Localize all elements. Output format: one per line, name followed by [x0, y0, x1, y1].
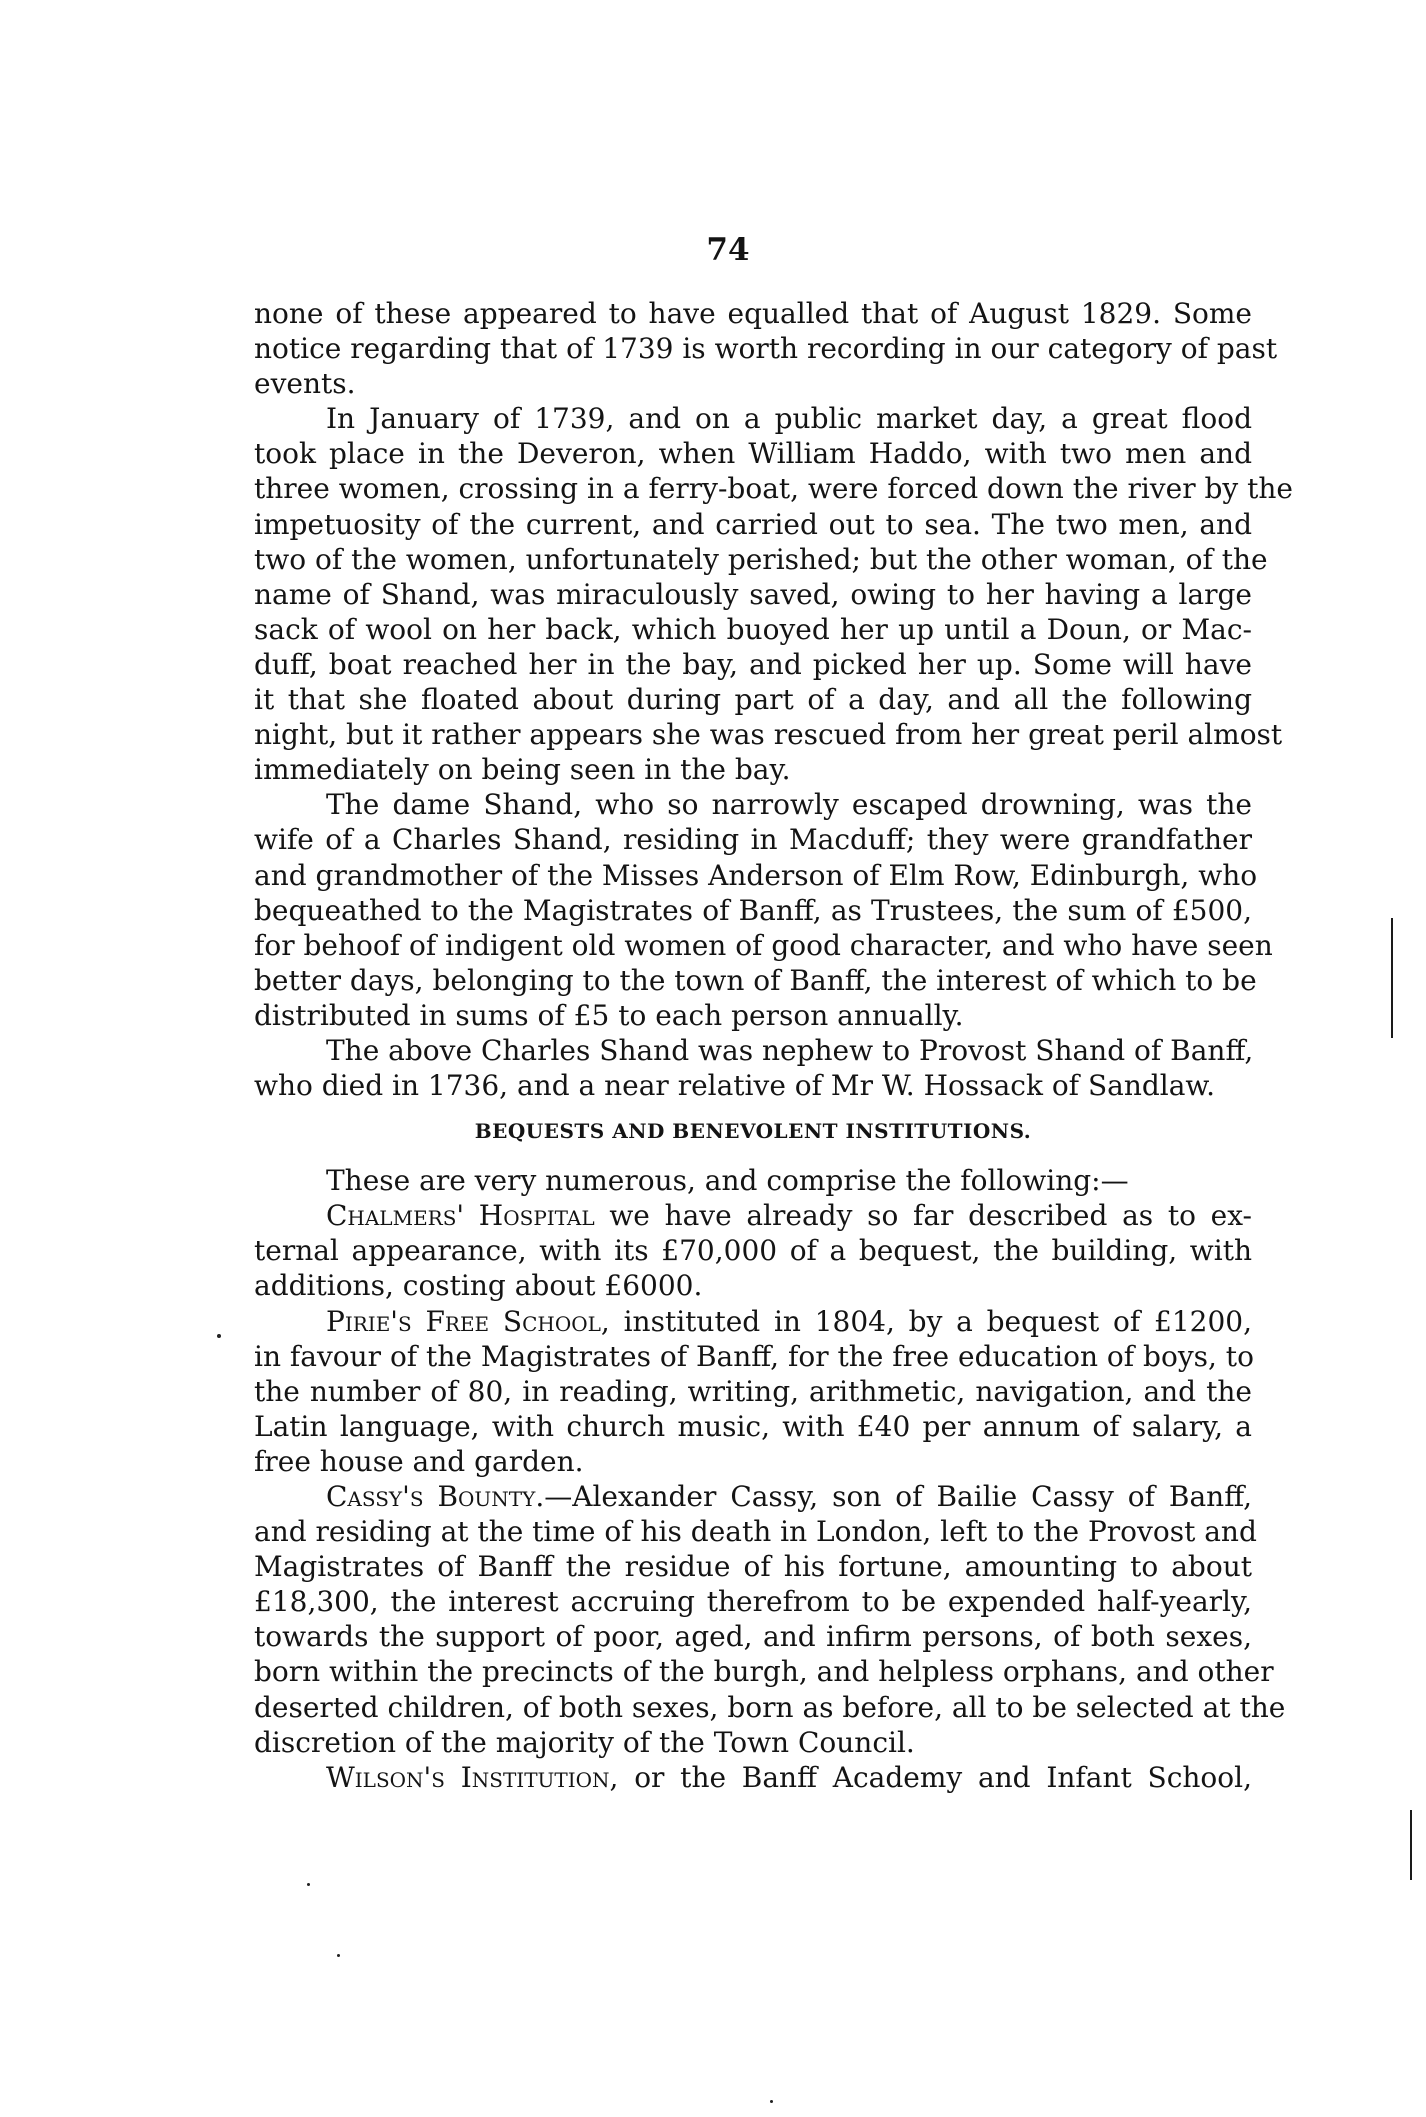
text-line	[254, 471, 1293, 506]
scan-speck	[770, 2100, 773, 2103]
text-segment: —Alexander Cassy, son of Bailie Cassy of Banff,	[544, 1480, 1252, 1513]
text-segment: Latin language, with church music, with £40 per annum of salary, a	[254, 1409, 1252, 1443]
text-line	[254, 1654, 1274, 1689]
text-line	[254, 822, 1252, 857]
text-segment: born within the precincts of the burgh, and helpless orphans, and other	[254, 1655, 1274, 1689]
text-line	[254, 436, 1252, 471]
text-line	[254, 577, 1252, 612]
text-segment: distributed in sums of £5 to each person annually.	[254, 998, 964, 1032]
text-line	[254, 682, 1252, 717]
text-segment: free house and garden.	[254, 1444, 584, 1478]
section-heading: BEQUESTS AND BENEVOLENT INSTITUTIONS.	[474, 1119, 1032, 1144]
text-line	[254, 963, 1257, 998]
text-segment: who died in 1736, and a near relative of Mr W. Hossack of Sandlaw.	[254, 1069, 1215, 1103]
text-segment: duff, boat reached her in the bay, and picked her up. Some will have	[254, 647, 1252, 681]
text-line	[254, 893, 1252, 928]
text-segment: events.	[254, 367, 356, 401]
paragraphs-bequests	[254, 1163, 1286, 1795]
page-number: 74	[706, 232, 750, 268]
text-segment: and residing at the time of his death in London, left to the Provost and	[254, 1515, 1257, 1549]
text-line	[254, 1479, 1252, 1514]
text-line	[254, 1068, 1252, 1103]
text-segment: better days, belonging to the town of Banff, the interest of which to be	[254, 963, 1257, 997]
text-line	[254, 1233, 1252, 1268]
text-line	[254, 1690, 1286, 1725]
text-line	[254, 1163, 1252, 1198]
text-line	[254, 717, 1283, 752]
text-segment: none of these appeared to have equalled that of August 1829. Some	[254, 297, 1252, 330]
text-segment: immediately on being seen in the bay.	[254, 753, 791, 787]
text-line	[254, 998, 1252, 1033]
text-segment: we have already so far described as to ex-	[594, 1199, 1252, 1233]
text-segment: took place in the Deveron, when William Haddo, with two men and	[254, 437, 1252, 471]
text-line	[254, 1725, 1252, 1760]
text-line	[254, 1584, 1252, 1619]
text-line	[254, 366, 1252, 401]
text-line	[254, 858, 1258, 893]
text-line	[254, 1409, 1252, 1444]
paragraphs-flood	[254, 296, 1293, 1103]
text-segment: £18,300, the interest accruing therefrom to be expended half-yearly,	[254, 1585, 1252, 1619]
text-line	[254, 612, 1252, 647]
small-caps-heading: Pirie's Free School	[326, 1304, 601, 1338]
text-line	[254, 1374, 1252, 1409]
text-line	[254, 1760, 1252, 1795]
scan-speck	[337, 1954, 340, 1957]
scan-speck	[307, 1883, 310, 1886]
text-segment: The dame Shand, who so narrowly escaped drowning, was the	[326, 788, 1252, 822]
text-segment: wife of a Charles Shand, residing in Macduff; they were grandfather	[254, 823, 1252, 857]
text-line	[254, 401, 1252, 436]
text-line	[254, 1549, 1252, 1584]
text-segment: The above Charles Shand was nephew to Provost Shand of Banff,	[326, 1033, 1254, 1067]
text-line	[254, 331, 1278, 366]
text-segment: in favour of the Magistrates of Banff, for the free education of boys, to	[254, 1339, 1254, 1373]
text-segment: additions, costing about £6000.	[254, 1269, 703, 1303]
scan-margin-line	[1410, 1810, 1412, 1880]
text-segment: deserted children, of both sexes, born as before, all to be selected at the	[254, 1690, 1286, 1724]
text-line	[254, 1268, 1252, 1303]
text-segment: , or the Banff Academy and Infant School,	[609, 1760, 1252, 1794]
text-line	[254, 928, 1273, 963]
small-caps-heading: Wilson's Institution	[326, 1760, 610, 1794]
text-line	[254, 1033, 1252, 1068]
small-caps-heading: Cassy's Bounty.	[326, 1480, 545, 1513]
text-segment: bequeathed to the Magistrates of Banff, as Trustees, the sum of £500,	[254, 893, 1252, 927]
text-segment: sack of wool on her back, which buoyed her up until a Doun, or Mac-	[254, 612, 1252, 646]
text-line	[254, 1514, 1257, 1549]
text-segment: In January of 1739, and on a public market day, a great flood	[326, 402, 1252, 436]
text-segment: three women, crossing in a ferry-boat, were forced down the river by the	[254, 472, 1293, 506]
text-line	[254, 752, 1252, 787]
text-segment: These are very numerous, and comprise the following:—	[326, 1164, 1129, 1198]
text-line	[254, 1198, 1252, 1233]
text-line	[254, 1619, 1252, 1654]
scan-speck	[217, 1334, 221, 1338]
text-segment: notice regarding that of 1739 is worth recording in our category of past	[254, 332, 1278, 366]
text-segment: it that she floated about during part of a day, and all the following	[254, 683, 1252, 717]
text-segment: name of Shand, was miraculously saved, owing to her having a large	[254, 577, 1252, 611]
body-text	[254, 296, 1293, 1795]
text-segment: the number of 80, in reading, writing, arithmetic, navigation, and the	[254, 1374, 1252, 1408]
text-line	[254, 1444, 1252, 1479]
text-segment: towards the support of poor, aged, and infirm persons, of both sexes,	[254, 1620, 1252, 1654]
small-caps-heading: Chalmers' Hospital	[326, 1199, 595, 1233]
text-segment: discretion of the majority of the Town Council.	[254, 1725, 915, 1759]
text-segment: Magistrates of Banff the residue of his fortune, amounting to about	[254, 1550, 1252, 1584]
text-line	[254, 1339, 1252, 1374]
text-line	[254, 542, 1268, 577]
text-line	[254, 1304, 1252, 1339]
scan-margin-line	[1391, 918, 1393, 1038]
text-segment: , instituted in 1804, by a bequest of £1200,	[600, 1304, 1252, 1338]
text-segment: ternal appearance, with its £70,000 of a bequest, the building, with	[254, 1234, 1252, 1268]
text-line	[254, 507, 1252, 542]
text-segment: two of the women, unfortunately perished; but the other woman, of the	[254, 542, 1268, 576]
text-line	[254, 296, 1252, 331]
text-line	[254, 647, 1252, 682]
text-segment: for behoof of indigent old women of good character, and who have seen	[254, 928, 1273, 962]
text-line	[254, 787, 1252, 822]
text-segment: and grandmother of the Misses Anderson of Elm Row, Edinburgh, who	[254, 858, 1258, 892]
text-segment: night, but it rather appears she was rescued from her great peril almost	[254, 718, 1283, 752]
text-segment: impetuosity of the current, and carried out to sea. The two men, and	[254, 507, 1252, 541]
